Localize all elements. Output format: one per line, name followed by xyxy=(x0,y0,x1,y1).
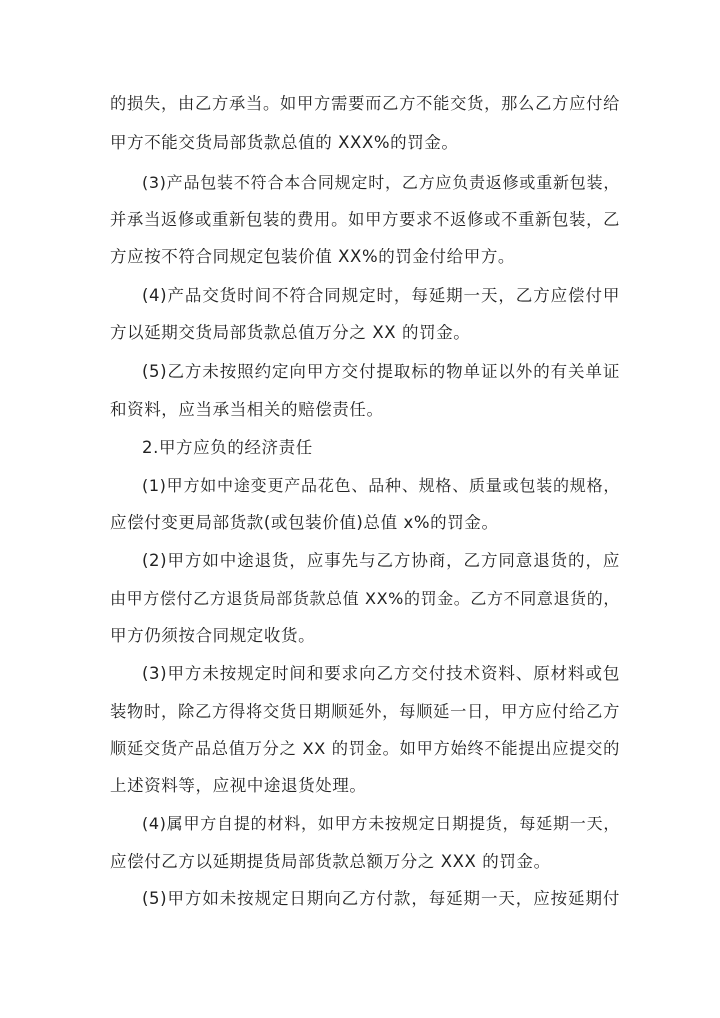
text-line: (5)甲方如未按规定日期向乙方付款，每延期一天，应按延期付 xyxy=(142,889,620,908)
text-line: (4)属甲方自提的材料，如甲方未按规定日期提货，每延期一天， xyxy=(142,814,620,833)
text-line: 应偿付变更局部货款(或包装价值)总值 x%的罚金。 xyxy=(110,513,499,532)
text-line: 装物时，除乙方得将交货日期顺延外，每顺延一日，甲方应付给乙方 xyxy=(110,702,620,721)
text-line: (1)甲方如中途变更产品花色、品种、规格、质量或包装的规格， xyxy=(142,476,620,495)
text-line: (2)甲方如中途退货，应事先与乙方协商，乙方同意退货的，应 xyxy=(142,551,620,570)
text-line: 顺延交货产品总值万分之 XX 的罚金。如甲方始终不能提出应提交的 xyxy=(110,739,620,758)
text-line: (3)产品包装不符合本合同规定时，乙方应负责返修或重新包装， xyxy=(142,173,620,192)
text-line: 应偿付乙方以延期提货局部货款总额万分之 XXX 的罚金。 xyxy=(110,852,551,871)
text-line: 甲方仍须按合同规定收货。 xyxy=(110,626,316,645)
text-line: 和资料，应当承当相关的赔偿责任。 xyxy=(110,400,384,419)
text-line: (5)乙方未按照约定向甲方交付提取标的物单证以外的有关单证 xyxy=(142,362,620,381)
text-line: 方以延期交货局部货款总值万分之 XX 的罚金。 xyxy=(110,323,471,342)
text-line: 方应按不符合同规定包装价值 XX%的罚金付给甲方。 xyxy=(110,247,516,266)
text-line: (3)甲方未按规定时间和要求向乙方交付技术资料、原材料或包 xyxy=(142,664,620,683)
text-line: 由甲方偿付乙方退货局部货款总值 XX%的罚金。乙方不同意退货的， xyxy=(110,589,620,608)
text-line: 上述资料等，应视中途退货处理。 xyxy=(110,776,367,795)
section-heading: 2.甲方应负的经济责任 xyxy=(142,438,313,457)
text-line: (4)产品交货时间不符合同规定时，每延期一天，乙方应偿付甲 xyxy=(142,286,620,305)
text-line: 的损失，由乙方承当。如甲方需要而乙方不能交货，那么乙方应付给 xyxy=(110,94,620,113)
text-line: 甲方不能交货局部货款总值的 XXX%的罚金。 xyxy=(110,133,459,152)
text-line: 并承当返修或重新包装的费用。如甲方要求不返修或不重新包装，乙 xyxy=(110,210,620,229)
